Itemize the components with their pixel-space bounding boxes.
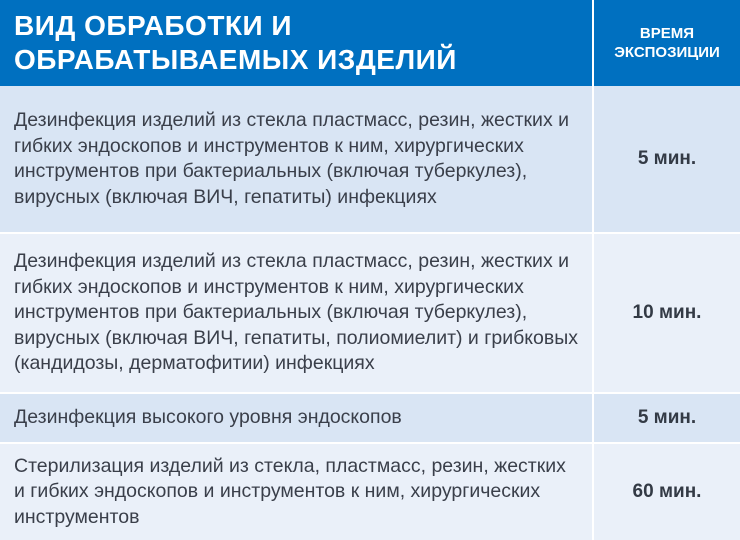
row-time-cell [594, 394, 740, 442]
row-description-cell [0, 394, 594, 442]
table-row [0, 392, 740, 442]
row-time: 5 мин. [637, 407, 697, 428]
table-row [0, 232, 740, 392]
row-time: 5 мин. [637, 148, 697, 169]
table-header [0, 0, 740, 86]
row-description-cell [0, 444, 594, 540]
row-description: Дезинфекция изделий из стекла пластмасс, резин, жестких и гибких эндоскопов и инструментов к ним, хирургических инструментов при бактериальных (включая туберкулез), вирусных (включая ВИЧ, гепатиты) инфекциях [14, 109, 569, 208]
row-description: Дезинфекция изделий из стекла пластмасс, резин, жестких и гибких эндоскопов и инструментов к ним, хирургических инструментов при бактериальных (включая туберкулез), вирусных (включая ВИЧ, гепатиты, полиомиелит) и грибковых (кандидозы, дерматофитии) инфекциях [14, 250, 578, 375]
table-row [0, 442, 740, 540]
header-treatment-cell [0, 0, 594, 86]
row-description-cell [0, 86, 594, 232]
row-time: 10 мин. [632, 302, 702, 323]
row-description-cell [0, 234, 594, 392]
row-time: 60 мин. [632, 481, 702, 502]
header-treatment-title: ВИД ОБРАБОТКИ И ОБРАБАТЫВАЕМЫХ ИЗДЕЛИЙ [14, 10, 457, 75]
row-time-cell [594, 444, 740, 540]
row-description: Стерилизация изделий из стекла, пластмасс, резин, жестких и гибких эндоскопов и инструментов к ним, хирургических инструментов [14, 454, 566, 528]
table-row [0, 86, 740, 232]
row-time-cell [594, 234, 740, 392]
row-time-cell [594, 86, 740, 232]
row-description: Дезинфекция высокого уровня эндоскопов [14, 406, 402, 429]
header-time-cell [594, 0, 740, 86]
header-time-title: ВРЕМЯ ЭКСПОЗИЦИИ [614, 25, 720, 61]
